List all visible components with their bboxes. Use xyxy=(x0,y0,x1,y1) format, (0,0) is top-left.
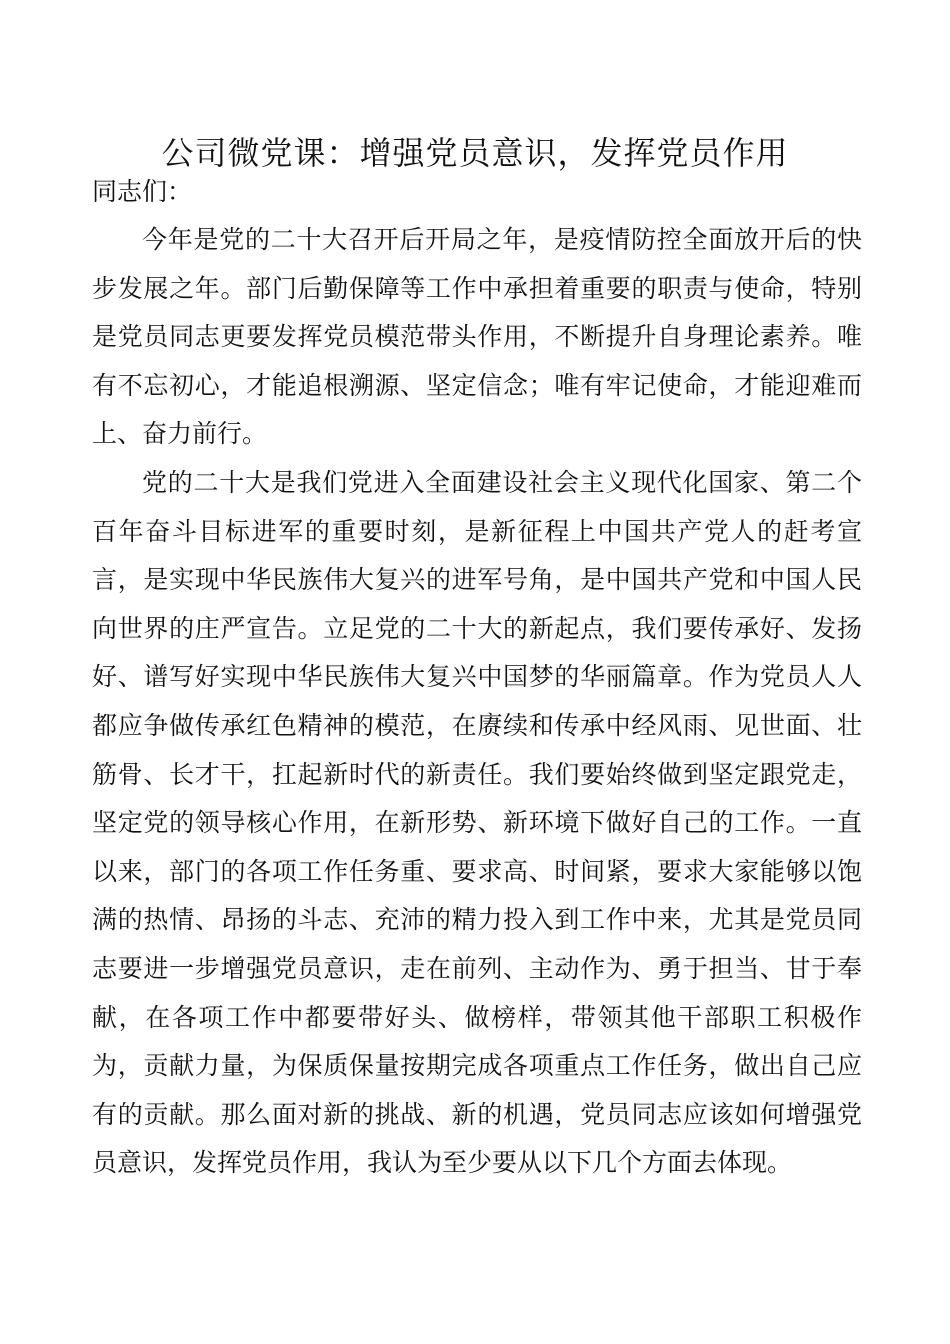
document-title: 公司微党课：增强党员意识，发挥党员作用 xyxy=(161,134,789,173)
document-body xyxy=(92,216,862,1188)
paragraph-1: 今年是党的二十大召开后开局之年，是疫情防控全面放开后的快步发展之年。部门后勤保障等工作中承担着重要的职责与使命，特别是党员同志更要发挥党员模范带头作用，不断提升自身理论素养。唯有不忘初心，才能追根溯源、坚定信念；唯有牢记使命，才能迎难而上、奋力前行。 xyxy=(92,225,862,449)
salutation: 同志们： xyxy=(92,177,193,206)
paragraph-2: 党的二十大是我们党进入全面建设社会主义现代化国家、第二个百年奋斗目标进军的重要时刻，是新征程上中国共产党人的赶考宣言，是实现中华民族伟大复兴的进军号角，是中国共产党和中国人民向世界的庄严宣告。立足党的二十大的新起点，我们要传承好、发扬好、谱写好实现中华民族伟大复兴中国梦的华丽篇章。作为党员人人都应争做传承红色精神的模范，在赓续和传承中经风雨、见世面、壮筋骨、长才干，扛起新时代的新责任。我们要始终做到坚定跟党走，坚定党的领导核心作用，在新形势、新环境下做好自己的工作。一直以来，部门的各项工作任务重、要求高、时间紧，要求大家能够以饱满的热情、昂扬的斗志、充沛的精力投入到工作中来，尤其是党员同志要进一步增强党员意识，走在前列、主动作为、勇于担当、甘于奉献，在各项工作中都要带好头、做榜样，带领其他干部职工积极作为，贡献力量，为保质保量按期完成各项重点工作任务，做出自己应有的贡献。那么面对新的挑战、新的机遇，党员同志应该如何增强党员意识，发挥党员作用，我认为至少要从以下几个方面去体现。 xyxy=(92,467,862,1178)
